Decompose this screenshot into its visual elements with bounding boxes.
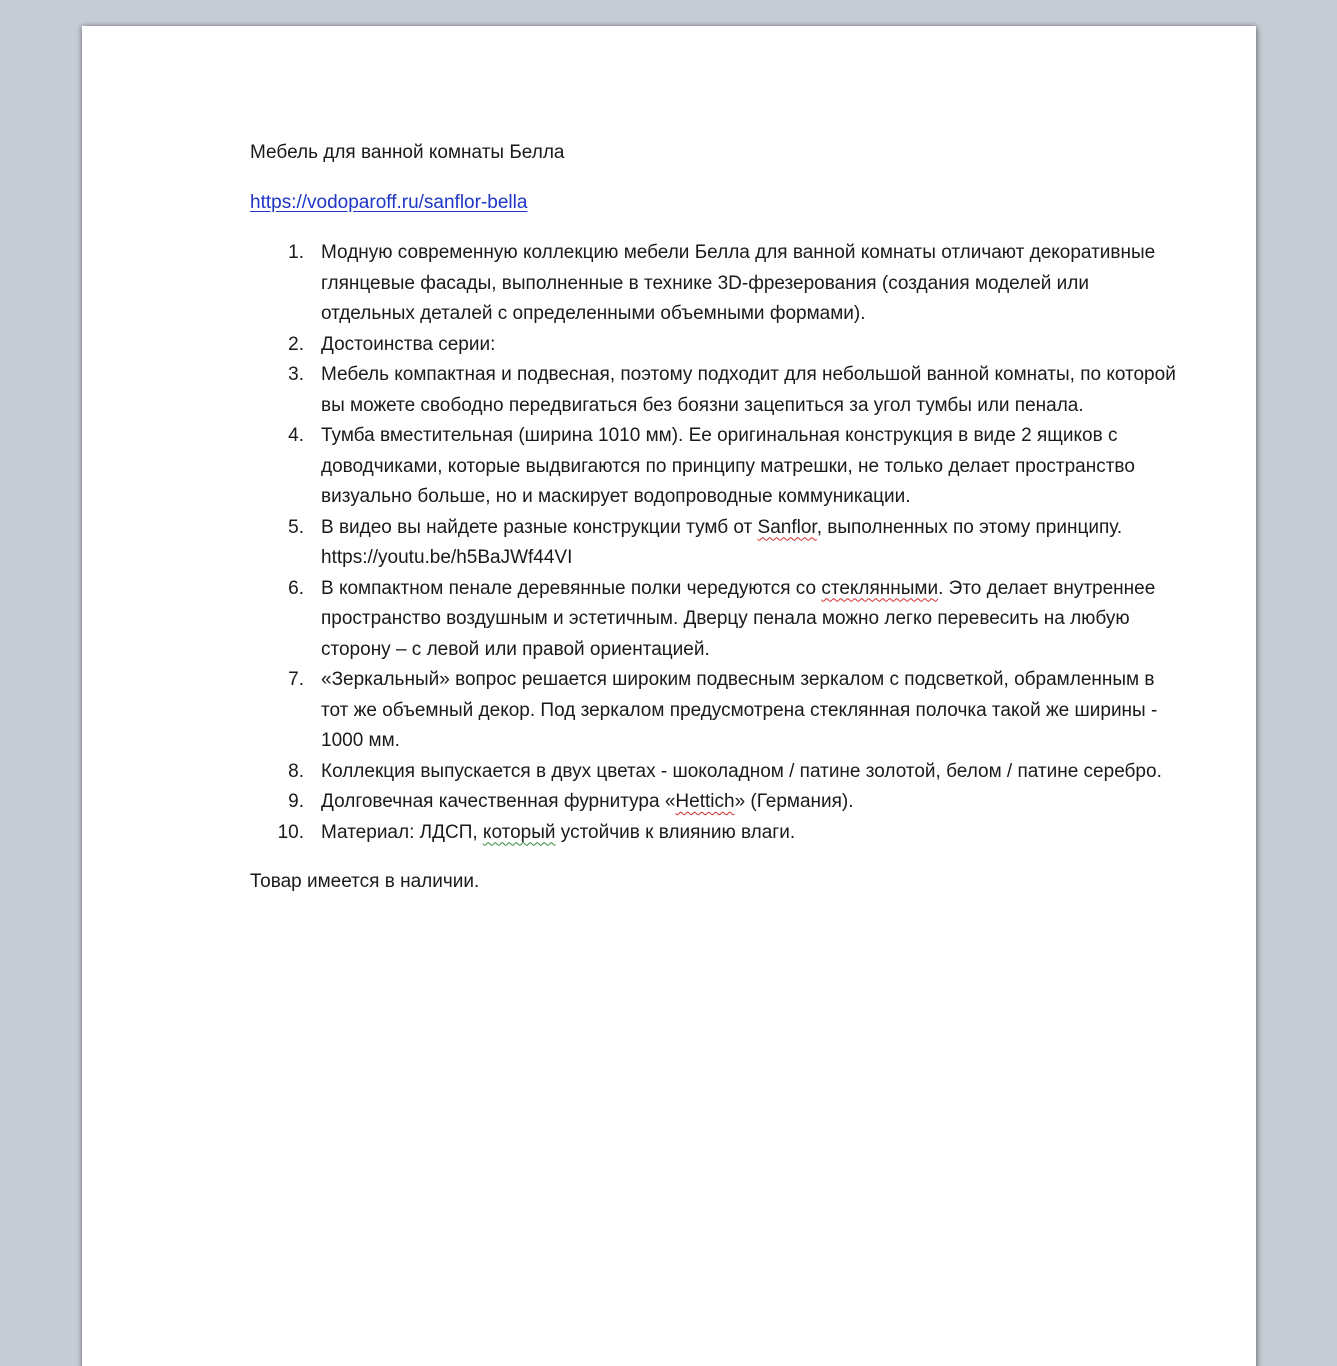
document-body[interactable] bbox=[250, 138, 1180, 898]
list-item-text: Тумба вместительная (ширина 1010 мм). Ее оригинальная конструкция в виде 2 ящиков с доводчиками, которые выдвигаются по принципу матрешки, не только делает пространство визуально больше, но и маскирует водопроводные коммуникации. bbox=[321, 425, 1135, 507]
list-item-text: Достоинства серии: bbox=[321, 333, 496, 355]
list-item bbox=[250, 330, 1180, 361]
list-item-text: . Это делает внутреннее пространство воздушным и эстетичным. Дверцу пенала можно легко перевесить на любую сторону – с левой или правой ориентацией. bbox=[321, 577, 1156, 660]
list-number: 5. bbox=[288, 516, 304, 538]
list-item-text: Коллекция выпускается в двух цветах - шоколадном / патине золотой, белом / патине серебро. bbox=[321, 760, 1162, 782]
list-item-text: устойчив к влиянию влаги. bbox=[555, 821, 796, 843]
link-paragraph bbox=[250, 188, 1180, 219]
spelling-flagged-word[interactable]: Sanflor bbox=[757, 516, 817, 538]
source-link[interactable]: https://vodoparoff.ru/sanflor-bella bbox=[250, 191, 528, 213]
list-number: 2. bbox=[288, 333, 304, 355]
list-item-text: » (Германия). bbox=[734, 791, 854, 812]
list-item bbox=[250, 360, 1180, 421]
list-number: 7. bbox=[288, 669, 304, 690]
list-item bbox=[250, 818, 1180, 849]
numbered-list bbox=[250, 238, 1180, 848]
list-item bbox=[250, 513, 1180, 574]
spelling-flagged-word[interactable]: Hettich bbox=[675, 791, 735, 812]
spelling-flagged-word[interactable]: стеклянными bbox=[821, 577, 939, 599]
list-item-text: Мебель компактная и подвесная, поэтому подходит для небольшой ванной комнаты, по которой вы можете свободно передвигаться без боязни зацепиться за угол тумбы или пенала. bbox=[321, 364, 1176, 416]
document-page[interactable] bbox=[82, 26, 1256, 1366]
list-item bbox=[250, 421, 1180, 513]
list-item bbox=[250, 238, 1180, 330]
list-item-text: В компактном пенале деревянные полки чередуются со bbox=[321, 577, 822, 599]
list-item bbox=[250, 574, 1180, 666]
list-number: 10. bbox=[277, 821, 304, 843]
list-number: 1. bbox=[288, 242, 304, 263]
list-number: 3. bbox=[288, 364, 304, 385]
list-number: 4. bbox=[288, 425, 304, 446]
availability-note: Товар имеется в наличии. bbox=[250, 871, 480, 892]
list-number: 6. bbox=[288, 577, 304, 599]
document-title: Мебель для ванной комнаты Белла bbox=[250, 142, 565, 163]
grammar-flagged-word[interactable]: который bbox=[482, 821, 556, 843]
list-item-text: , выполненных по этому принципу. https://youtu.be/h5BaJWf44VI bbox=[321, 516, 1123, 568]
list-item bbox=[250, 787, 1180, 818]
list-number: 9. bbox=[288, 791, 304, 812]
list-item bbox=[250, 665, 1180, 757]
list-item-text: Модную современную коллекцию мебели Белла для ванной комнаты отличают декоративные глянцевые фасады, выполненные в технике 3D-фрезерования (создания моделей или отдельных деталей с определенными объемными формами). bbox=[321, 242, 1156, 324]
list-item-text: Долговечная качественная фурнитура « bbox=[321, 791, 676, 812]
list-item-text: Материал: ЛДСП, bbox=[321, 821, 483, 843]
list-item-text: «Зеркальный» вопрос решается широким подвесным зеркалом с подсветкой, обрамленным в тот же объемный декор. Под зеркалом предусмотрена стеклянная полочка такой же ширины - 1000 мм. bbox=[321, 669, 1158, 751]
list-item-text: В видео вы найдете разные конструкции тумб от bbox=[321, 516, 758, 538]
list-item bbox=[250, 757, 1180, 788]
list-number: 8. bbox=[288, 760, 304, 782]
